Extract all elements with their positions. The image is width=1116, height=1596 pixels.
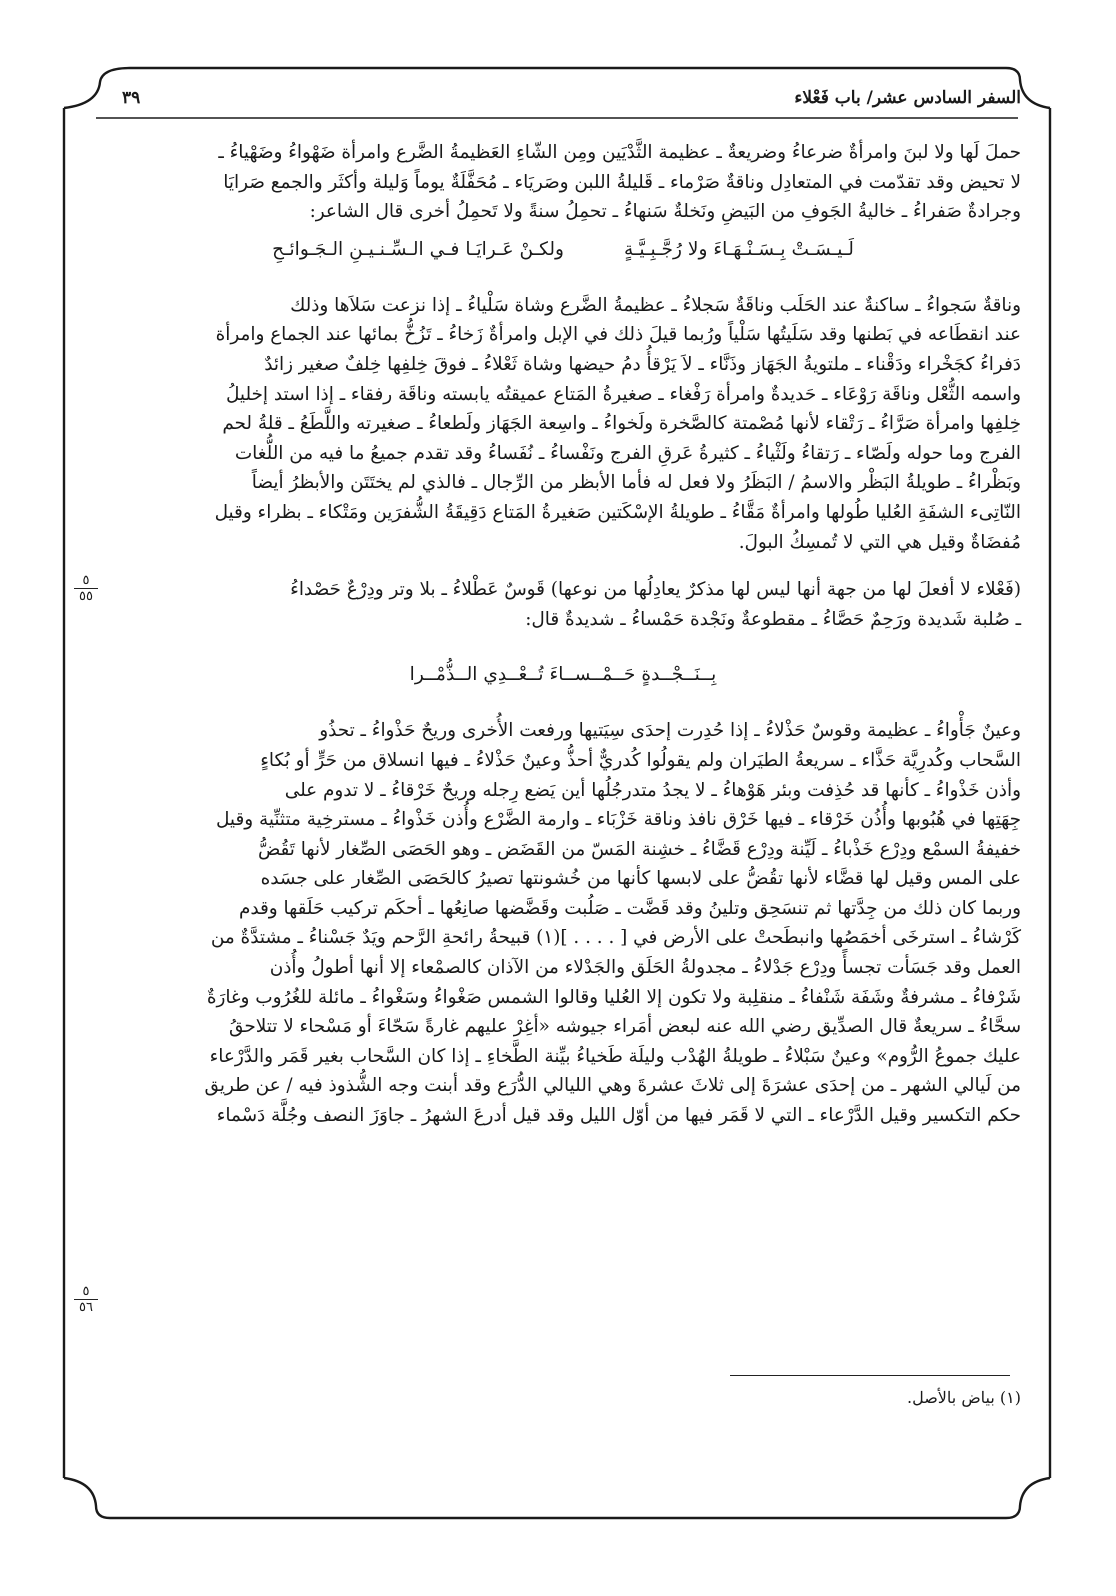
manuscript-ref-folio: ٥ [74,1285,98,1300]
text-line: وجرادةٌ صَفراءُ ـ خاليةُ الجَوفِ من البَيضِ ونَخلةٌ سَنهاءُ ـ تحمِلُ سنةً ولا تَحمِلُ أخرى قال الشاعر: [309,201,1021,223]
text-line: خفيفةُ السمْع ودِرْع خَذْباءُ ـ لَيِّنة ودِرْع قَضَّاءُ ـ خشِنة المَسّ من القَضَض ـ وهو الحَصَى الصِّغار لأنها تَقُضُّ [257,838,1021,860]
text-line: وعينٌ جَأْواءُ ـ عظيمة وقوسٌ حَذْلاءُ ـ إذا حُدِرت إحدَى سِيَتيها ورفعت الأُخرى وريحٌ حَذْواءُ ـ تحذُو [319,720,1021,742]
paragraph [105,716,1021,1130]
manuscript-ref-folio: ٥ [74,574,98,589]
footnote-separator [730,1375,1010,1376]
text-line: لا تحيض وقد تقدّمت في المتعادِل وناقةٌ صَرْماء ـ قَليلةُ اللبن وصَريَاء ـ مُحَفَّلَةٌ يوماً وَليلة وأكثَر والجمع صَرايَا [223,171,1021,193]
verse-couplet [105,227,1021,273]
text-line: مُفضَاةٌ وقيل هي التي لا تُمسِكُ البولَ. [738,531,1021,553]
manuscript-page-ref [74,1285,98,1314]
text-line: دَفراءُ كجَخْراء ودَقْناء ـ ملتويةُ الجَهَاز وذَنَّاء ـ لاَ يَرْقأُ دمُ حيضها وشاة ثَعْلاءُ ـ فوقَ خِلفِها خِلفٌ صغير زائدٌ [264,353,1021,375]
text-line: ـ صُلبة شَديدة ورَحِمٌ حَصَّاءُ ـ مقطوعةٌ ونَجْدة حَمْساءُ ـ شديدةٌ قال: [525,608,1021,630]
text-line: وناقةٌ سَجواءُ ـ ساكنةٌ عند الحَلَب وناقَةٌ سَجلاءُ ـ عظيمةُ الضَّرع وشاة سَلْياءُ ـ إذا نزعت سَلاَها وذلك [290,294,1021,316]
body-text [105,138,1021,1131]
text-line: حملَ لَها ولا لبنَ وامرأةٌ ضرعاءُ وضريعةٌ ـ عظيمة الثَّدْيَين ومِن الشّاءِ العَظيمةُ الضَّرع وامرأة ضَهْواءُ وضَهْياءُ ـ [218,142,1021,163]
text-line: على المس وقيل لها قضَّاء لأنها تقُضُّ على لابسها كأنها من خُشونتها تصيرُ كالحَصَى الصِّغار على جسَده [260,868,1021,890]
text-line: وأذن خَذْواءُ ـ كأنها قد حُذِفت وبئر هَوْهاءُ ـ لا يجدُ متدرجُلُها أين يَضع رِجله وريحٌ خَرْقاءُ ـ لا تدوم على [284,779,1021,801]
text-line: شَرْفاءُ ـ مشرفةٌ وشَفَة شَنْفاءُ ـ منقلِبة ولا تكون إلا العُليا وقالوا الشمس صَغْواءُ وسَغْواءُ ـ مائلة للغُرُوب وغارَةٌ [206,986,1021,1008]
page-number: ٣٩ [122,88,141,108]
paragraph [105,138,1021,227]
text-line: كَرْشاءُ ـ استرخَى أخمَصُها وانبطَحتْ على الأرض في [ . . . . ](١) قبيحةُ رائحةِ الرَّحم ويَدٌ جَسْناءُ ـ مشتدَّةٌ من [210,927,1021,949]
text-line: حكم التكسير وقيل الدَّرْعاء ـ التي لا قَمَر فيها من أوّل الليل وقد قيل أدرعَ الشهرُ ـ جاوَزَ النصف وجُلَّة دَسْماء [216,1105,1021,1127]
footnote: (١) بياض بالأصل. [907,1388,1021,1407]
text-line: خِلفِها وامرأة صَرَّاءُ ـ رَتْقاء لأنها مُصْمتة كالصَّخرة ولَخواءُ ـ واسِعة الجَهَاز ولَطعاءُ ـ صغيرته واللَّطَعُ ـ قلةُ لحم [222,413,1021,435]
text-line: (فَعْلاء لا أفعلَ لها من جهة أنها ليس لها مذكرٌ يعادِلُها من نوعها) قَوسٌ عَطْلاءُ ـ بلا وتر ودِرْعٌ حَصْداءُ [290,579,1021,601]
text-line: العمل وقد جَسَأت تجسأً ودِرْع جَدْلاءُ ـ مجدولةُ الحَلَق والجَدْلاء من الآذان كالصمْعاء إلا أنها أطولُ وأُذن [269,957,1021,979]
verse-line: بِــنَــجْــدةٍ حَــمْــســاءَ تُــعْــدِي الــذُّمْــرا [409,664,717,686]
text-line: من لَيالي الشهر ـ من إحدَى عشرَةَ إلى ثلاثَ عشرةَ وهي الليالي الدُّرَع وقد أبنت وجه الشُّذوذ فيه / عن طريق [204,1075,1021,1097]
text-line: واسمه الثُّعْل وناقَة رَوْعَاء ـ حَديدةٌ وامرأة رَفْغاء ـ صغيرةُ المَتاع عميقتُه يابسته وناقَة رفقاء ـ إذا استد إخليلُ [225,383,1021,405]
verse-hemistich-second: ولكـنْ عَـرايَـا فـي الـسِّـنـيـنِ الـجَـوائـحِ [272,238,565,260]
text-line: سحَّاءُ ـ سريعةٌ قال الصدِّيق رضي الله عنه لبعض أمَراء جيوشه «أغِرْ عليهم غارةً سَحّاءَ أو مَسْحاء لا تتلاحقُ [229,1016,1021,1038]
text-line: وربما كان ذلك من جِدَّتها ثم تنسَحِق وتلينُ وقد قَضَّت ـ صَلُبت وقَضَّضها صانِعُها ـ أحكَم تركيب حَلَقها وقدم [238,897,1021,919]
text-line: عند انقطَاعه في بَطنها وقد سَلَيتُها سَلْياً ورُبما قيلَ ذلك في الإبل وامرأةٌ زَخاءُ ـ تَزُخُّ بمائها عند الجماع وامرأة [215,324,1021,346]
manuscript-ref-page: ٥٦ [79,1300,93,1315]
text-line: وبَظْراءُ ـ طويلةُ البَظْر والاسمُ / البَظَرُ ولا فعل له فأما الأبظر من الرِّجال ـ فالذي لم يختَتَن والأبظرُ أيضاً [251,472,1021,494]
manuscript-page-ref [74,574,98,603]
text-line: جِهَتِها في هُبُوبها وأُذُن خَرْقاء ـ فيها خَرْق نافذ وناقة خَزْبَاء ـ وارمة الضَّرْع وأُذن خَذْواءُ ـ مسترخِية متثنِّية وقيل [215,809,1021,831]
text-line: عليك جموعُ الرُّوم» وعينٌ سَبْلاءُ ـ طويلةُ الهُدْب وليلَة طَخياءُ بيِّنة الطَّخاءِ ـ إذا كان السَّحاب بغير قَمَر والدَّرْعاء [209,1045,1021,1067]
paragraph [105,575,1021,634]
paragraph [105,291,1021,557]
running-head: السفر السادس عشر/ باب فَعْلاء [794,88,1021,108]
text-line: الفرج وما حوله ولَصّاء ـ رَتقاءُ ولَثْياءُ ـ كثيرةُ عَرقِ الفرج ونَفْساءُ ـ نُفَساءُ وقد تقدم جميعُ ما فيه من اللُّغات [234,442,1021,464]
text-line: النّاتِىء الشفَةِ العُليا طُولها وامرأةٌ مَقَّاءُ ـ طويلةُ الإسْكَتين صَغيرةُ المَتاع دَقِيقَةُ الشُّفرَين ومَتْكاء ـ بظراء وقيل [214,501,1021,523]
manuscript-ref-page: ٥٥ [79,589,93,604]
text-line: السَّحاب وكُدرِيَّة حَذَّاء ـ سريعةُ الطيَران ولم يقولُوا كُدريٌّ أحذُّ وعينٌ حَذْلاءُ ـ فيها انسلاق من حَرٍّ أو بُكاءٍ [260,749,1021,771]
verse-hemistich-first: لَـيـسَـتْ بِـسَـنْـهَـاءَ ولا رُجَّـبِـيَّـةٍ [624,238,854,260]
